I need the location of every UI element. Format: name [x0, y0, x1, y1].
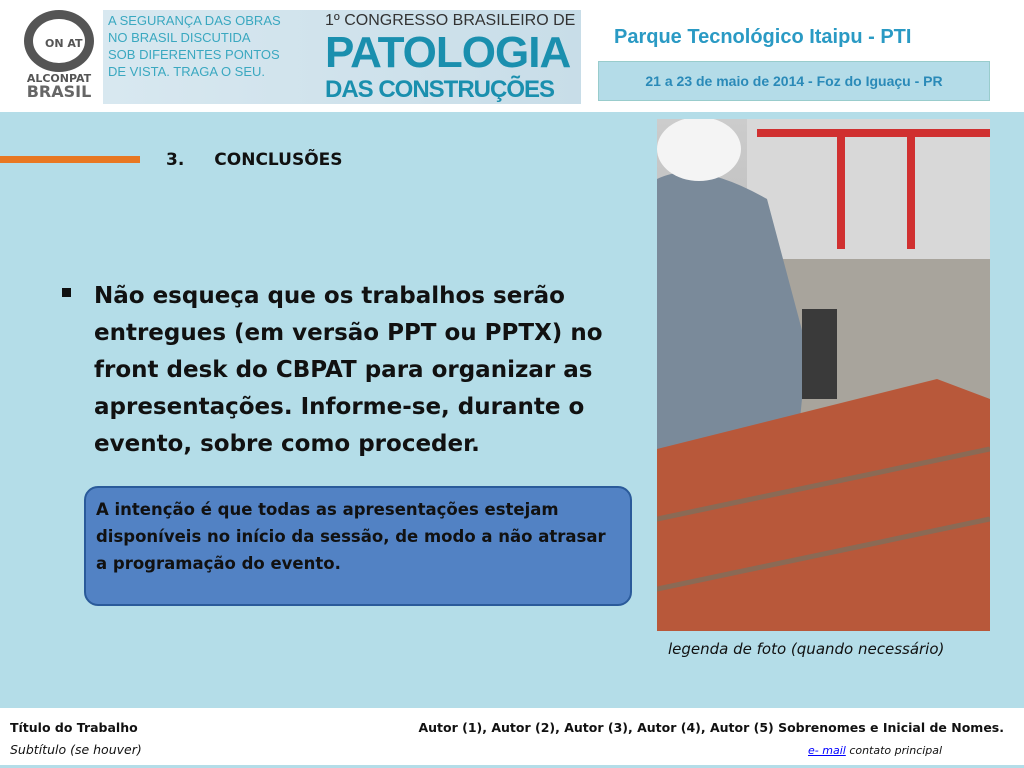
congress-line1: 1º CONGRESSO BRASILEIRO DE: [325, 12, 576, 29]
email-text: contato principal: [849, 744, 943, 757]
footer-email: [808, 744, 942, 757]
bullet-item: [62, 278, 622, 463]
footer-authors: Autor (1), Autor (2), Autor (3), Autor (4), Autor (5) Sobrenomes e Inicial de Nomes.: [418, 720, 1004, 735]
slogan-line: NO BRASIL DISCUTIDA: [108, 30, 251, 45]
bricklayer-photo: [657, 119, 990, 631]
email-link[interactable]: e- mail: [808, 744, 846, 757]
congress-banner: [103, 10, 581, 104]
section-number: 3.: [166, 150, 185, 170]
slogan-line: A SEGURANÇA DAS OBRAS: [108, 13, 281, 28]
accent-bar: [0, 156, 140, 163]
footer: [0, 708, 1024, 768]
note-box: A intenção é que todas as apresentações estejam disponíveis no início da sessão, de modo a não atrasar a programação do evento.: [84, 486, 632, 606]
bullet-text: Não esqueça que os trabalhos serão entregues (em versão PPT ou PPTX) no front desk do CBPAT para organizar as apresentações. Informe-se, durante o evento, sobre como proceder.: [94, 283, 603, 457]
footer-subtitle: Subtítulo (se houver): [10, 742, 142, 757]
venue: Parque Tecnológico Itaipu - PTI: [614, 26, 912, 48]
alconpat-logo: [18, 10, 100, 104]
event-date: 21 a 23 de maio de 2014 - Foz do Iguaçu - PR: [598, 61, 990, 101]
photo-illustration: [657, 119, 990, 631]
slogan-line: SOB DIFERENTES PONTOS: [108, 47, 280, 62]
footer-title: Título do Trabalho: [10, 720, 138, 735]
slogan-line: DE VISTA. TRAGA O SEU.: [108, 64, 266, 79]
logo-text: ON AT: [45, 37, 83, 50]
logo-line2: BRASIL: [26, 82, 92, 101]
photo-caption: legenda de foto (quando necessário): [668, 640, 945, 658]
section-heading: [166, 150, 343, 170]
congress-line3: DAS CONSTRUÇÕES: [325, 76, 555, 103]
logo-line1: ALCONPAT: [26, 72, 92, 85]
slogan: [108, 12, 281, 80]
congress-line2: PATOLOGIA: [325, 28, 571, 77]
header: [0, 0, 1024, 112]
bullet-square-icon: [62, 288, 71, 297]
section-title: CONCLUSÕES: [214, 150, 343, 170]
